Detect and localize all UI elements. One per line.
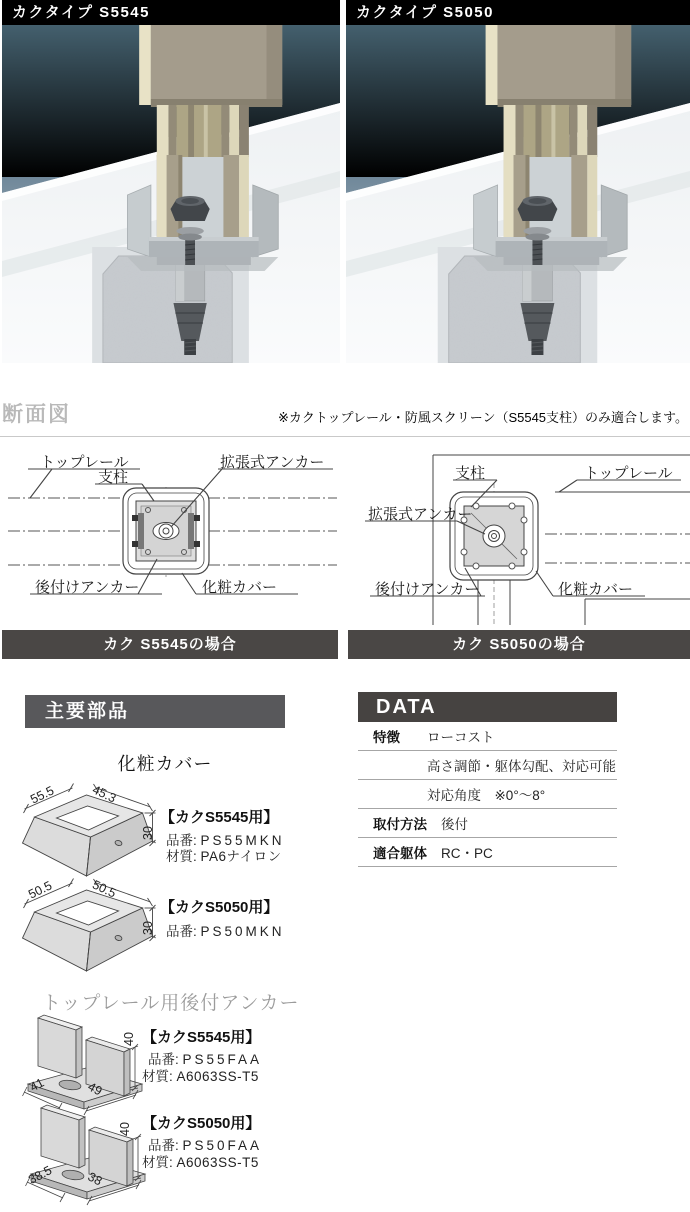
part-no-label: 品番: xyxy=(148,1138,179,1153)
material-value: A6063SS-T5 xyxy=(176,1069,259,1084)
dim-w1-cover2: 50.5 xyxy=(26,878,55,902)
part-usage-2: 【カクS5050用】 xyxy=(160,899,279,916)
part-no-line-2 xyxy=(166,920,285,940)
dim-w2-bracket2: 38 xyxy=(85,1169,105,1189)
data-row-value: 高さ調節・躯体勾配、対応可能 xyxy=(427,759,616,774)
part-no-label: 品番: xyxy=(166,833,197,848)
section-heading: 断面図 xyxy=(2,403,71,426)
dim-h-bracket2: 40 xyxy=(117,1122,132,1136)
parts-section-heading: 主要部品 xyxy=(25,695,285,728)
data-row-mounting xyxy=(358,809,617,838)
part-material-line-3 xyxy=(142,1065,259,1085)
label-retrofit-anchor: 後付けアンカー xyxy=(35,579,140,596)
dim-h-bracket1: 40 xyxy=(121,1032,136,1046)
label-top-rail: トップレール xyxy=(40,454,129,471)
product-panel-s5050 xyxy=(346,0,690,368)
dim-w2-cover2: 50.5 xyxy=(90,877,119,901)
anchor-parts-heading: トップレール用後付アンカー xyxy=(42,993,300,1014)
label-cover-2: 化粧カバー xyxy=(558,581,634,598)
dim-w2-bracket1: 49 xyxy=(85,1079,105,1099)
data-row-structure xyxy=(358,838,617,867)
section-note: ※カクトップレール・防風スクリーン（S5545支柱）のみ適合します。 xyxy=(277,410,688,425)
data-row-label: 適合躯体 xyxy=(373,846,427,861)
label-retrofit-anchor-2: 後付けアンカー xyxy=(375,581,480,598)
part-no-label: 品番: xyxy=(148,1052,179,1067)
label-expansion-anchor-2: 拡張式アンカー xyxy=(368,506,473,523)
data-row-feature xyxy=(358,722,617,751)
part-no-label: 品番: xyxy=(166,924,197,939)
label-expansion-anchor: 拡張式アンカー xyxy=(220,454,325,471)
label-post: 支柱 xyxy=(98,469,129,486)
data-row-value: ローコスト xyxy=(427,730,495,745)
post-anchor-render-s5545 xyxy=(2,25,340,363)
part-no-value: PS50FAA xyxy=(182,1138,263,1153)
label-top-rail-2: トップレール xyxy=(584,465,673,482)
data-row-value: 後付 xyxy=(441,817,468,832)
part-no-value: PS55MKN xyxy=(200,833,285,848)
part-usage-1: 【カクS5545用】 xyxy=(160,809,279,826)
caption-s5545: カク S5545の場合 xyxy=(2,630,338,659)
data-row-value: RC・PC xyxy=(441,846,493,861)
part-material-line-1 xyxy=(166,845,282,865)
data-row-feature-2 xyxy=(358,751,617,780)
data-table-title: DATA xyxy=(358,692,617,722)
data-row-value: 対応角度 ※0°〜8° xyxy=(427,788,546,803)
data-row-label: 特徴 xyxy=(373,730,400,745)
dim-h-cover1: 30 xyxy=(140,826,155,840)
cross-section-diagram-s5545 xyxy=(0,447,345,625)
cover-heading: 化粧カバー xyxy=(117,754,213,774)
part-no-value: PS50MKN xyxy=(200,924,285,939)
product-panel-s5545 xyxy=(2,0,340,368)
data-table xyxy=(358,722,617,867)
part-material-line-4 xyxy=(142,1151,259,1171)
material-label: 材質: xyxy=(166,849,197,864)
data-row-label: 取付方法 xyxy=(373,817,427,832)
dim-w2-cover1: 45.3 xyxy=(90,782,119,806)
divider-line xyxy=(0,436,690,437)
bracket-drawing-s5050 xyxy=(25,1098,150,1210)
part-no-value: PS55FAA xyxy=(182,1052,263,1067)
panel-title-s5545: カクタイプ S5545 xyxy=(2,0,340,25)
label-post-2: 支柱 xyxy=(455,465,486,482)
part-usage-3: 【カクS5545用】 xyxy=(142,1029,261,1046)
panel-title-s5050: カクタイプ S5050 xyxy=(346,0,690,25)
post-anchor-render-s5050 xyxy=(346,25,690,363)
dim-h-cover2: 30 xyxy=(140,921,155,935)
part-usage-4: 【カクS5050用】 xyxy=(142,1115,261,1132)
dim-w1-bracket2: 38.5 xyxy=(26,1163,55,1187)
material-label: 材質: xyxy=(142,1069,173,1084)
caption-s5050: カク S5050の場合 xyxy=(348,630,690,659)
dim-w1-cover1: 55.5 xyxy=(28,783,57,807)
material-value: PA6ナイロン xyxy=(200,849,282,864)
material-label: 材質: xyxy=(142,1155,173,1170)
material-value: A6063SS-T5 xyxy=(176,1155,259,1170)
label-cover: 化粧カバー xyxy=(202,579,278,596)
data-row-feature-3 xyxy=(358,780,617,809)
dim-w1-bracket1: 41 xyxy=(27,1075,47,1095)
